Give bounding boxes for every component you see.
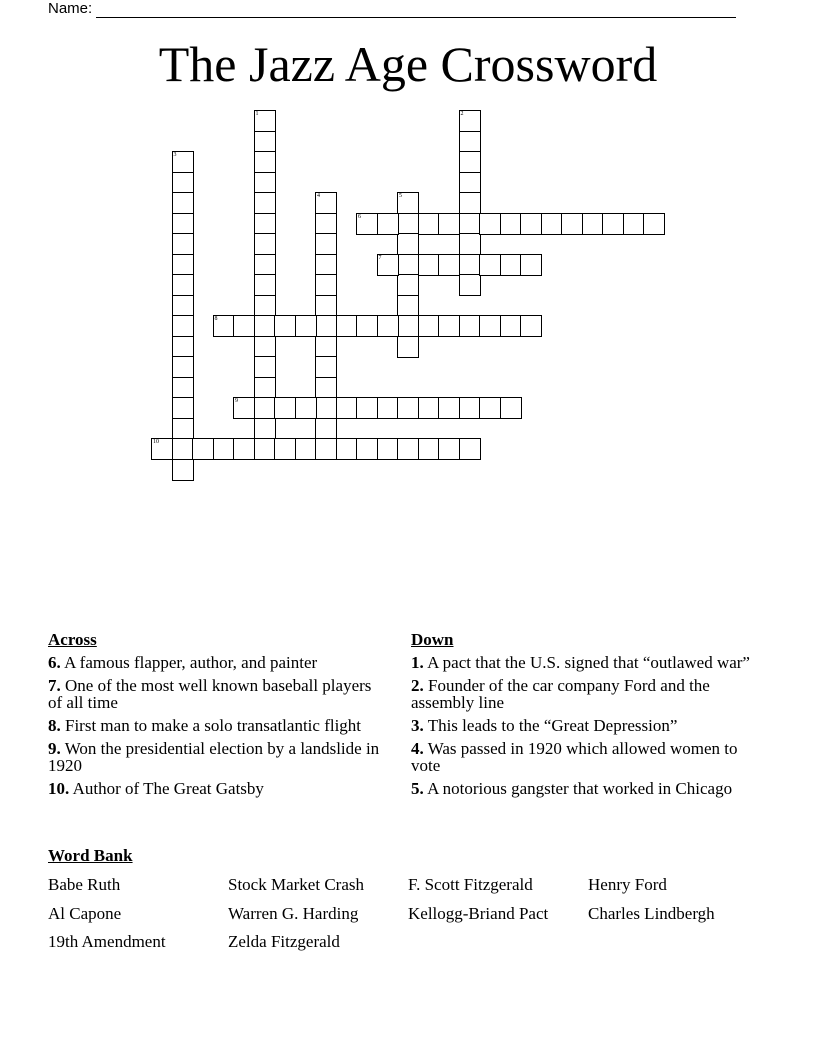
grid-cell[interactable]: [561, 213, 583, 235]
grid-cell[interactable]: [254, 233, 276, 255]
grid-cell[interactable]: [459, 438, 481, 460]
grid-cell[interactable]: [254, 438, 276, 460]
word-bank-item: Al Capone: [48, 904, 122, 923]
grid-cell[interactable]: [397, 315, 419, 337]
clue-across-7: 7. One of the most well known baseball players of all time: [48, 676, 372, 712]
grid-cell[interactable]: [336, 315, 358, 337]
word-bank-item: Stock Market Crash: [228, 875, 364, 894]
grid-cell[interactable]: [315, 397, 337, 419]
clue-down-4: 4. Was passed in 1920 which allowed women to vote: [411, 739, 738, 775]
grid-cell[interactable]: [315, 295, 337, 317]
grid-cell[interactable]: [418, 397, 440, 419]
grid-cell[interactable]: [254, 192, 276, 214]
grid-cell[interactable]: [643, 213, 665, 235]
grid-cell[interactable]: [479, 213, 501, 235]
grid-cell[interactable]: [172, 151, 194, 173]
grid-cell[interactable]: [356, 315, 378, 337]
grid-cell[interactable]: [213, 438, 235, 460]
grid-cell[interactable]: [397, 397, 419, 419]
across-clues: [48, 630, 388, 803]
grid-cell[interactable]: [254, 418, 276, 440]
grid-cell[interactable]: [397, 192, 419, 214]
grid-cell[interactable]: [397, 295, 419, 317]
down-clues: [411, 630, 751, 803]
grid-cell[interactable]: [459, 192, 481, 214]
word-bank-heading: Word Bank: [48, 846, 133, 865]
grid-cell[interactable]: [520, 213, 542, 235]
grid-cell[interactable]: [315, 336, 337, 358]
name-label: Name:: [48, 0, 93, 17]
grid-cell[interactable]: [438, 315, 460, 337]
grid-cell[interactable]: [397, 254, 419, 276]
grid-cell[interactable]: [397, 274, 419, 296]
grid-cell[interactable]: [151, 438, 173, 460]
clue-across-8: 8. First man to make a solo transatlantic flight: [48, 716, 362, 735]
grid-cell[interactable]: [377, 438, 399, 460]
grid-cell[interactable]: [520, 254, 542, 276]
grid-cell[interactable]: [315, 192, 337, 214]
grid-cell[interactable]: [254, 151, 276, 173]
grid-cell[interactable]: [377, 254, 399, 276]
clue-down-3: 3. This leads to the “Great Depression”: [411, 716, 678, 735]
grid-cell[interactable]: [397, 233, 419, 255]
grid-cell[interactable]: [315, 274, 337, 296]
grid-cell[interactable]: [500, 254, 522, 276]
clue-number: 9: [235, 398, 238, 404]
grid-cell[interactable]: [541, 213, 563, 235]
grid-cell[interactable]: [172, 274, 194, 296]
grid-cell[interactable]: [602, 213, 624, 235]
grid-cell[interactable]: [500, 397, 522, 419]
grid-cell[interactable]: [377, 315, 399, 337]
word-bank-item: Warren G. Harding: [228, 904, 359, 923]
grid-cell[interactable]: [418, 438, 440, 460]
grid-cell[interactable]: [336, 397, 358, 419]
clue-number: 6: [358, 213, 361, 220]
grid-cell[interactable]: [356, 438, 378, 460]
grid-cell[interactable]: [274, 315, 296, 337]
grid-cell[interactable]: [315, 356, 337, 378]
clue-number: 7: [378, 254, 382, 261]
clue-number: 1: [255, 111, 259, 117]
grid-cell[interactable]: [356, 213, 378, 235]
grid-cell[interactable]: [438, 438, 460, 460]
grid-cell[interactable]: [500, 213, 522, 235]
grid-cell[interactable]: [623, 213, 645, 235]
grid-cell[interactable]: [295, 438, 317, 460]
grid-cell[interactable]: [438, 213, 460, 235]
grid-cell[interactable]: [254, 336, 276, 358]
grid-cell[interactable]: [172, 315, 194, 337]
down-heading: Down: [411, 630, 454, 649]
grid-cell[interactable]: [459, 254, 481, 276]
grid-cell[interactable]: [418, 315, 440, 337]
grid-cell[interactable]: [438, 254, 460, 276]
grid-cell[interactable]: [459, 274, 481, 296]
grid-cell[interactable]: [192, 438, 214, 460]
grid-cell[interactable]: [172, 336, 194, 358]
clue-down-5: 5. A notorious gangster that worked in Chicago: [411, 779, 733, 798]
across-heading: Across: [48, 630, 97, 649]
grid-cell[interactable]: [315, 418, 337, 440]
grid-cell[interactable]: [459, 233, 481, 255]
grid-cell[interactable]: [315, 233, 337, 255]
grid-cell[interactable]: [315, 213, 337, 235]
grid-cell[interactable]: [254, 274, 276, 296]
grid-cell[interactable]: [172, 377, 194, 399]
grid-cell[interactable]: [172, 356, 194, 378]
grid-cell[interactable]: [438, 397, 460, 419]
grid-cell[interactable]: [315, 254, 337, 276]
grid-cell[interactable]: [459, 397, 481, 419]
word-bank-item: Kellogg-Briand Pact: [408, 904, 549, 923]
grid-cell[interactable]: [233, 438, 255, 460]
grid-cell[interactable]: [315, 377, 337, 399]
grid-cell[interactable]: [479, 397, 501, 419]
grid-cell[interactable]: [459, 151, 481, 173]
grid-cell[interactable]: [213, 315, 235, 337]
word-bank-item: Charles Lindbergh: [588, 904, 715, 923]
grid-cell[interactable]: [459, 315, 481, 337]
clue-down-1: 1. A pact that the U.S. signed that “outlawed war”: [411, 653, 750, 672]
grid-cell[interactable]: [233, 397, 255, 419]
grid-cell[interactable]: [479, 254, 501, 276]
grid-cell[interactable]: [459, 172, 481, 194]
word-bank-item: F. Scott Fitzgerald: [408, 875, 533, 894]
grid-cell[interactable]: [172, 459, 194, 481]
grid-cell[interactable]: [172, 438, 194, 460]
grid-cell[interactable]: [254, 377, 276, 399]
clue-number: 5: [399, 193, 402, 199]
grid-cell[interactable]: [418, 213, 440, 235]
grid-cell[interactable]: [254, 397, 276, 419]
grid-cell[interactable]: [172, 254, 194, 276]
grid-cell[interactable]: [172, 295, 194, 317]
grid-cell[interactable]: [459, 131, 481, 153]
grid-cell[interactable]: [397, 213, 419, 235]
clue-number: 10: [153, 439, 159, 445]
grid-cell[interactable]: [233, 315, 255, 337]
clue-across-10: 10. Author of The Great Gatsby: [48, 779, 264, 798]
grid-cell[interactable]: [500, 315, 522, 337]
grid-cell[interactable]: [418, 254, 440, 276]
word-bank-item: Zelda Fitzgerald: [228, 932, 340, 951]
grid-cell[interactable]: [274, 438, 296, 460]
grid-cell[interactable]: [520, 315, 542, 337]
grid-cell[interactable]: [254, 295, 276, 317]
word-bank-item: 19th Amendment: [48, 932, 166, 951]
grid-cell[interactable]: [172, 213, 194, 235]
grid-cell[interactable]: [377, 213, 399, 235]
grid-cell[interactable]: [377, 397, 399, 419]
grid-cell[interactable]: [336, 438, 358, 460]
grid-cell[interactable]: [397, 438, 419, 460]
grid-cell[interactable]: [172, 397, 194, 419]
word-bank-item: Henry Ford: [588, 875, 667, 894]
clue-across-6: 6. A famous flapper, author, and painter: [48, 653, 318, 672]
clue-down-2: 2. Founder of the car company Ford and the assembly line: [411, 676, 710, 712]
page-title: The Jazz Age Crossword: [158, 36, 658, 92]
grid-cell[interactable]: [295, 397, 317, 419]
grid-cell[interactable]: [397, 336, 419, 358]
grid-cell[interactable]: [479, 315, 501, 337]
grid-cell[interactable]: [459, 213, 481, 235]
clue-across-9: 9. Won the presidential election by a landslide in 1920: [48, 739, 380, 775]
grid-cell[interactable]: [274, 397, 296, 419]
grid-cell[interactable]: [295, 315, 317, 337]
grid-cell[interactable]: [315, 315, 337, 337]
clue-number: 2: [460, 111, 464, 117]
grid-cell[interactable]: [254, 315, 276, 337]
grid-cell[interactable]: [172, 192, 194, 214]
grid-cell[interactable]: [254, 172, 276, 194]
grid-cell[interactable]: [315, 438, 337, 460]
clue-number: 8: [214, 316, 218, 322]
grid-cell[interactable]: [356, 397, 378, 419]
grid-cell[interactable]: [254, 131, 276, 153]
word-bank-item: Babe Ruth: [48, 875, 121, 894]
crossword-grid: [0, 0, 816, 500]
clue-number: 3: [173, 152, 177, 158]
grid-cell[interactable]: [254, 356, 276, 378]
grid-cell[interactable]: [459, 110, 481, 132]
grid-cell[interactable]: [172, 418, 194, 440]
grid-cell[interactable]: [254, 213, 276, 235]
clue-number: 4: [317, 193, 320, 199]
grid-cell[interactable]: [254, 110, 276, 132]
grid-cell[interactable]: [172, 233, 194, 255]
grid-cell[interactable]: [172, 172, 194, 194]
grid-cell[interactable]: [582, 213, 604, 235]
grid-cell[interactable]: [254, 254, 276, 276]
